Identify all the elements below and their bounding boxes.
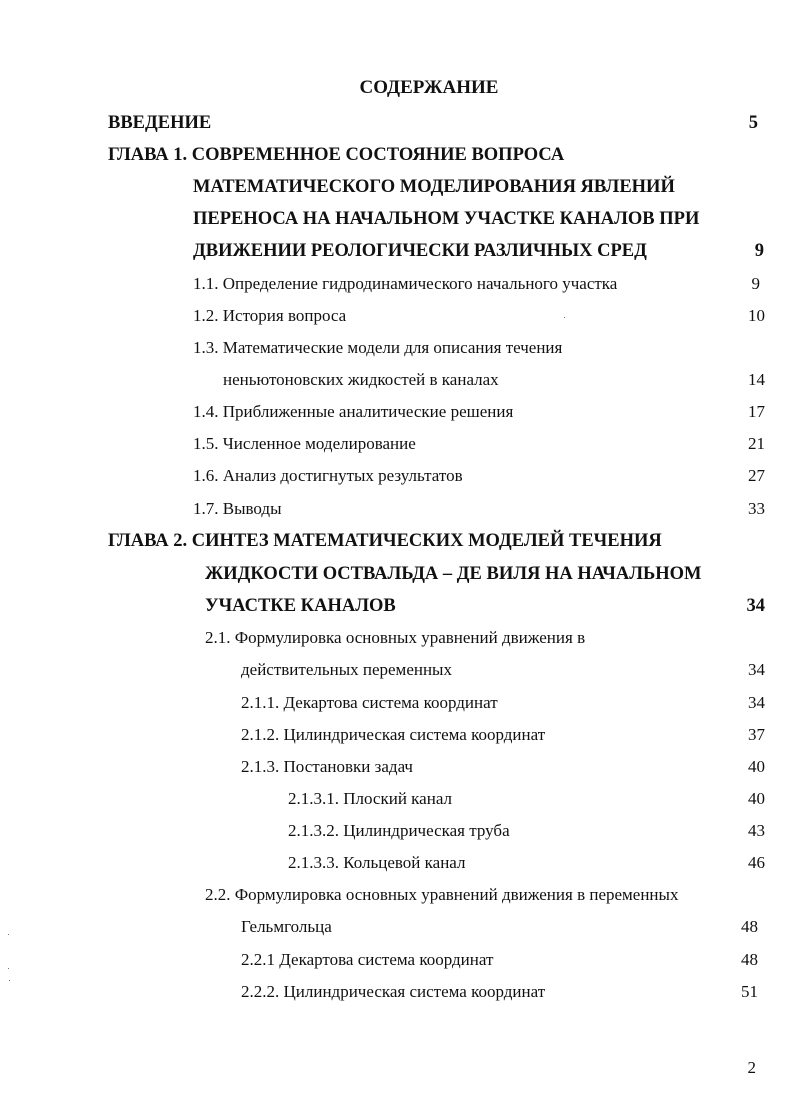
toc-entry-page: 40 bbox=[748, 789, 765, 808]
toc-entry-page: 40 bbox=[748, 757, 765, 776]
toc-entry bbox=[0, 592, 798, 620]
toc-entry-page: 46 bbox=[748, 853, 765, 872]
toc-entry-page: 34 bbox=[748, 693, 765, 712]
scan-speck bbox=[8, 934, 9, 935]
toc-entry bbox=[0, 849, 798, 877]
toc-entry-text: ГЛАВА 1. СОВРЕМЕННОЕ СОСТОЯНИЕ ВОПРОСА bbox=[108, 145, 565, 165]
toc-title: СОДЕРЖАНИЕ bbox=[359, 77, 499, 98]
toc-entry-text: 2.2. Формулировка основных уравнений движения в переменных bbox=[205, 885, 679, 904]
toc-entry-text: ДВИЖЕНИИ РЕОЛОГИЧЕСКИ РАЗЛИЧНЫХ СРЕД bbox=[193, 241, 647, 261]
toc-entry-page: 34 bbox=[746, 596, 765, 616]
toc-entry-page: 17 bbox=[748, 402, 765, 421]
scan-speck bbox=[564, 317, 565, 318]
toc-entry-page: 27 bbox=[748, 466, 765, 485]
toc-entry-text: 1.1. Определение гидродинамического начального участка bbox=[193, 274, 618, 293]
toc-entry bbox=[0, 913, 798, 941]
toc-entry bbox=[0, 109, 798, 137]
toc-entry-page: 37 bbox=[748, 725, 765, 744]
toc-entry bbox=[0, 785, 798, 813]
toc-entry-text: 1.3. Математические модели для описания течения bbox=[193, 338, 563, 357]
toc-entry-text: 1.5. Численное моделирование bbox=[193, 434, 416, 453]
toc-entry-page: 21 bbox=[748, 434, 765, 453]
toc-entry bbox=[0, 946, 798, 974]
toc-entry-text: ВВЕДЕНИЕ bbox=[108, 113, 212, 133]
toc-entry bbox=[0, 527, 798, 555]
toc-entry bbox=[0, 366, 798, 394]
toc-entry-page: 48 bbox=[741, 917, 758, 936]
toc-entry bbox=[0, 205, 798, 233]
toc-entry bbox=[0, 302, 798, 330]
toc-entry bbox=[0, 173, 798, 201]
scan-speck bbox=[9, 980, 10, 981]
toc-entry bbox=[0, 270, 798, 298]
toc-entry bbox=[0, 753, 798, 781]
toc-entry-text: неньютоновских жидкостей в каналах bbox=[223, 370, 499, 389]
toc-entry-page: 9 bbox=[751, 274, 760, 293]
toc-entry bbox=[0, 624, 798, 652]
toc-entry-page: 33 bbox=[748, 499, 765, 518]
toc-entry bbox=[0, 881, 798, 909]
toc-entry bbox=[0, 560, 798, 588]
toc-entry bbox=[0, 817, 798, 845]
toc-entry-text: 1.2. История вопроса bbox=[193, 306, 347, 325]
toc-entry-page: 9 bbox=[754, 241, 764, 261]
toc-entry-text: УЧАСТКЕ КАНАЛОВ bbox=[205, 596, 396, 616]
toc-entry bbox=[0, 334, 798, 362]
toc-entry-text: 2.2.2. Цилиндрическая система координат bbox=[241, 982, 546, 1001]
toc-entry-page: 48 bbox=[741, 950, 758, 969]
toc-entry bbox=[0, 237, 798, 265]
toc-entry-text: ЖИДКОСТИ ОСТВАЛЬДА – ДЕ ВИЛЯ НА НАЧАЛЬНОМ bbox=[205, 564, 702, 584]
toc-entry-page: 34 bbox=[748, 660, 765, 679]
toc-entry-text: Гельмгольца bbox=[241, 917, 332, 936]
toc-entry-text: МАТЕМАТИЧЕСКОГО МОДЕЛИРОВАНИЯ ЯВЛЕНИЙ bbox=[193, 177, 675, 197]
toc-entry bbox=[0, 141, 798, 169]
toc-entry-text: 1.6. Анализ достигнутых результатов bbox=[193, 466, 463, 485]
toc-entry-text: 2.1.3. Постановки задач bbox=[241, 757, 413, 776]
toc-entry-text: 2.1.3.3. Кольцевой канал bbox=[288, 853, 466, 872]
toc-entry-text: 2.1. Формулировка основных уравнений движения в bbox=[205, 628, 586, 647]
toc-entry-text: ГЛАВА 2. СИНТЕЗ МАТЕМАТИЧЕСКИХ МОДЕЛЕЙ ТЕЧЕНИЯ bbox=[108, 531, 662, 551]
toc-entry-page: 51 bbox=[741, 982, 758, 1001]
toc-entry bbox=[0, 689, 798, 717]
toc-entry-text: 2.1.1. Декартова система координат bbox=[241, 693, 498, 712]
toc-entry-text: 2.2.1 Декартова система координат bbox=[241, 950, 494, 969]
toc-entry bbox=[0, 430, 798, 458]
toc-entry bbox=[0, 721, 798, 749]
toc-entry-text: ПЕРЕНОСА НА НАЧАЛЬНОМ УЧАСТКЕ КАНАЛОВ ПРИ bbox=[193, 209, 700, 229]
toc-entry-text: 1.4. Приближенные аналитические решения bbox=[193, 402, 514, 421]
toc-entry bbox=[0, 462, 798, 490]
toc-entry-text: 2.1.3.1. Плоский канал bbox=[288, 789, 453, 808]
toc-entry bbox=[0, 656, 798, 684]
toc-entry bbox=[0, 495, 798, 523]
toc-entry bbox=[0, 978, 798, 1006]
toc-entry bbox=[0, 398, 798, 426]
toc-entry-page: 14 bbox=[748, 370, 765, 389]
toc-entry-page: 43 bbox=[748, 821, 765, 840]
toc-entry-text: 2.1.2. Цилиндрическая система координат bbox=[241, 725, 546, 744]
toc-entry-text: 2.1.3.2. Цилиндрическая труба bbox=[288, 821, 510, 840]
page-number: 2 bbox=[747, 1058, 756, 1077]
toc-entry-page: 5 bbox=[748, 113, 758, 133]
toc-entry-text: 1.7. Выводы bbox=[193, 499, 282, 518]
toc-entry-page: 10 bbox=[748, 306, 765, 325]
scan-speck bbox=[8, 968, 9, 969]
toc-entry-text: действительных переменных bbox=[241, 660, 452, 679]
